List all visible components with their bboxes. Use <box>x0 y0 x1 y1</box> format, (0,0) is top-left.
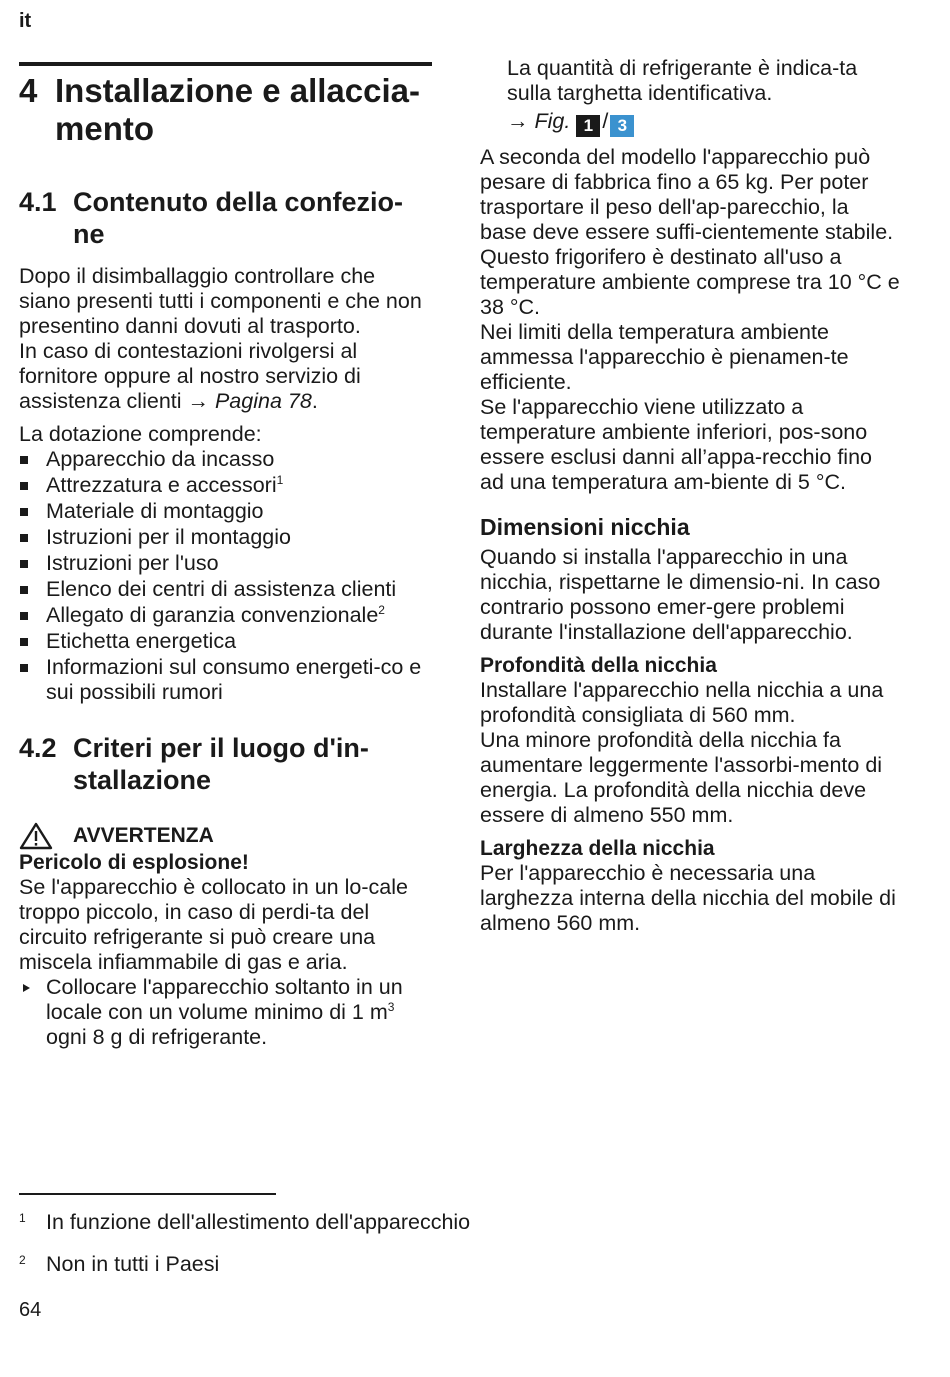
figure-1-link[interactable]: 1 <box>576 115 600 137</box>
list-item: Allegato di garanzia convenzionale$^2$ <box>19 603 432 628</box>
warning-step: Collocare l'apparecchio soltanto in un locale con un volume minimo di 1 $m^3$ ogni 8 g di refrigerante. <box>19 975 432 1050</box>
footnote-number: 1 <box>19 1211 26 1225</box>
footnote-rule <box>19 1193 276 1195</box>
niche-depth-text: Una minore profondità della nicchia fa aumentare leggermente l'assorbi-mento di energia. La profondità della nicchia deve essere di almeno 550 mm. <box>480 728 883 827</box>
paragraph-limits: Nei limiti della temperatura ambiente ammessa l'apparecchio è pienamen-te efficiente. <box>480 320 849 394</box>
list-item: Istruzioni per il montaggio <box>19 525 432 550</box>
footnote-1 <box>19 1210 470 1235</box>
list-intro: La dotazione comprende: <box>19 422 262 446</box>
right-column <box>480 56 900 936</box>
refrigerant-note: La quantità di refrigerante è indica-ta sulla targhetta identificativa. → Fig. 1 / 3 <box>480 56 900 137</box>
language-code: it <box>19 10 32 32</box>
footnote-marker[interactable]: 2 <box>378 602 385 617</box>
list-item: Attrezzatura e accessori$^1$ <box>19 473 432 498</box>
footnote-text: In funzione dell'allestimento dell'apparecchio <box>46 1210 471 1234</box>
chapter-heading <box>19 72 432 148</box>
left-column <box>19 62 432 1050</box>
niche-depth-heading: Profondità della nicchia <box>480 654 717 677</box>
chapter-rule <box>19 62 432 66</box>
footnote-number: 2 <box>19 1253 26 1267</box>
warning-header <box>19 822 432 850</box>
figure-3-link[interactable]: 3 <box>610 115 634 137</box>
niche-heading: Dimensioni nicchia <box>480 514 690 540</box>
list-item: Etichetta energetica <box>19 629 432 654</box>
warning-triangle-icon <box>19 822 53 850</box>
footnote-2 <box>19 1252 219 1277</box>
figure-reference: → Fig. 1 / 3 <box>507 109 900 137</box>
niche-text: Quando si installa l'apparecchio in una nicchia, rispettarne le dimensio-ni. In caso contrario possono emer-gere problemi durante l'installazione dell'apparecchio. <box>480 545 881 644</box>
section-heading-4-2 <box>19 732 432 796</box>
section-heading-4-1 <box>19 186 432 250</box>
list-item: Informazioni sul consumo energeti-co e sui possibili rumori <box>19 655 432 705</box>
list-item: Materiale di montaggio <box>19 499 432 524</box>
paragraph-complaints: In caso di contestazioni rivolgersi al fornitore oppure al nostro servizio di assistenza clienti → Pagina 78. <box>19 339 361 413</box>
niche-width-text: Per l'apparecchio è necessaria una larghezza interna della nicchia del mobile di almeno 560 mm. <box>480 861 896 935</box>
list-item: Elenco dei centri di assistenza clienti <box>19 577 432 602</box>
list-item: Istruzioni per l'uso <box>19 551 432 576</box>
chapter-number: 4 <box>19 72 38 109</box>
footnote-marker[interactable]: 1 <box>276 472 284 487</box>
section-number: 4.2 <box>19 733 57 763</box>
paragraph-lower-temperature: Se l'apparecchio viene utilizzato a temperature ambiente inferiori, pos-sono essere esclusi danni all’appa-recchio fino ad una temperatura am-biente di 5 °C. <box>480 395 872 494</box>
page-number: 64 <box>19 1299 42 1321</box>
paragraph-weight: A seconda del modello l'apparecchio può pesare di fabbrica fino a 65 kg. Per poter trasportare il peso dell'ap-parecchio, la base deve essere suffi-cientemente stabile. <box>480 145 894 244</box>
niche-depth-text: Installare l'apparecchio nella nicchia a una profondità consigliata di 560 mm. <box>480 678 884 727</box>
section-title: Contenuto della confezio-ne <box>73 187 403 249</box>
list-item: Apparecchio da incasso <box>19 447 432 472</box>
chapter-title: Installazione e allaccia-mento <box>55 72 420 147</box>
warning-label: AVVERTENZA <box>73 824 214 847</box>
paragraph-temperature: Questo frigorifero è destinato all'uso a temperature ambiente comprese tra 10 °C e 38 °C. <box>480 245 900 319</box>
footnote-text: Non in tutti i Paesi <box>46 1252 220 1276</box>
section-title: Criteri per il luogo d'in-stallazione <box>73 733 369 795</box>
warning-title: Pericolo di esplosione! <box>19 851 249 874</box>
section-number: 4.1 <box>19 187 57 217</box>
paragraph-unpacking: Dopo il disimballaggio controllare che siano presenti tutti i componenti e che non presentino danni dovuti al trasporto. <box>19 264 422 338</box>
warning-text: Se l'apparecchio è collocato in un lo-cale troppo piccolo, in caso di perdi-ta del circuito refrigerante si può creare una miscela infiammabile di gas e aria. <box>19 875 408 974</box>
page-reference-link[interactable]: Pagina 78 <box>214 389 312 413</box>
niche-width-heading: Larghezza della nicchia <box>480 837 715 860</box>
contents-list <box>19 447 432 705</box>
